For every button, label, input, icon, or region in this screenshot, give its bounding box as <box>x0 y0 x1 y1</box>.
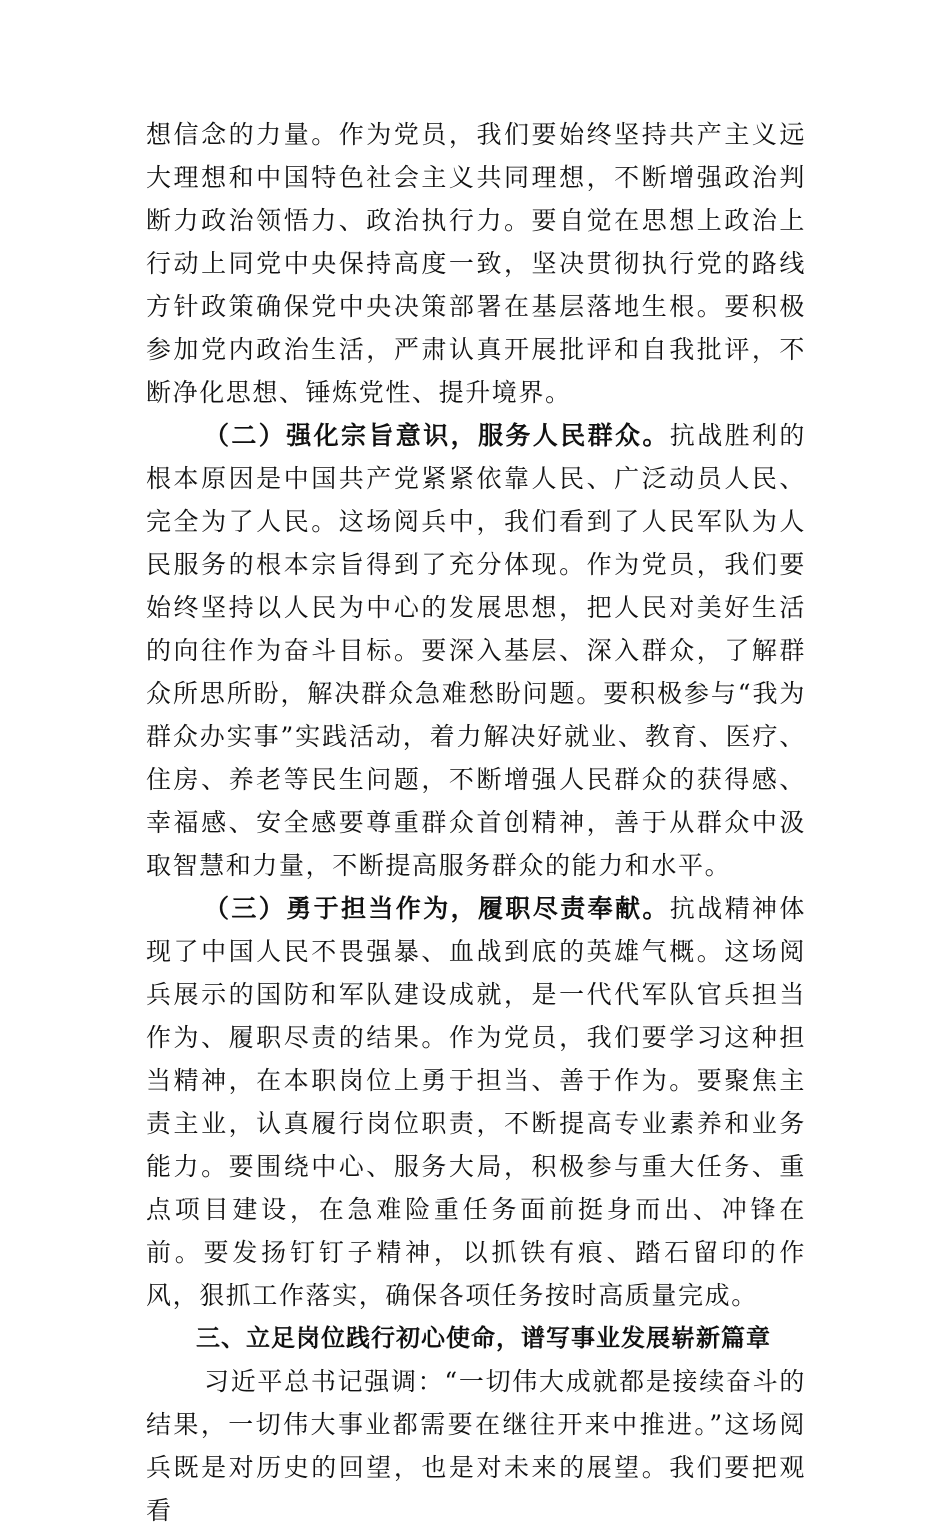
section-heading: 三、立足岗位践行初心使命，谱写事业发展崭新篇章 <box>196 1324 771 1352</box>
paragraph-text: 抗战精神体现了中国人民不畏强暴、血战到底的英雄气概。这场阅兵展示的国防和军队建设成就，是一代代军队官兵担当作为、履职尽责的结果。作为党员，我们要学习这种担当精神，在本职岗位上勇于担当、善于作为。要聚焦主责主业，认真履行岗位职责，不断提高专业素养和业务能力。要围绕中心、服务大局，积极参与重大任务、重点项目建设，在急难险重任务面前挺身而出、冲锋在前。要发扬钉钉子精神，以抓铁有痕、踏石留印的作风，狠抓工作落实，确保各项任务按时高质量完成。 <box>146 894 806 1310</box>
paragraph-text: 抗战胜利的根本原因是中国共产党紧紧依靠人民、广泛动员人民、完全为了人民。这场阅兵中，我们看到了人民军队为人民服务的根本宗旨得到了充分体现。作为党员，我们要始终坚持以人民为中心的发展思想，把人民对美好生活的向往作为奋斗目标。要深入基层、深入群众，了解群众所思所盼，解决群众急难愁盼问题。要积极参与“我为群众办实事”实践活动，着力解决好就业、教育、医疗、住房、养老等民生问题，不断增强人民群众的获得感、幸福感、安全感要尊重群众首创精神，善于从群众中汲取智慧和力量，不断提高服务群众的能力和水平。 <box>146 421 806 880</box>
document-body <box>146 113 806 1532</box>
paragraph-take-responsibility <box>146 887 806 1317</box>
paragraph-serve-people <box>146 414 806 887</box>
paragraph-text: 习近平总书记强调：“一切伟大成就都是接续奋斗的结果，一切伟大事业都需要在继往开来中推进。”这场阅兵既是对历史的回望，也是对未来的展望。我们要把观看 <box>146 1367 806 1525</box>
paragraph-text: 想信念的力量。作为党员，我们要始终坚持共产主义远大理想和中国特色社会主义共同理想，不断增强政治判断力政治领悟力、政治执行力。要自觉在思想上政治上行动上同党中央保持高度一致，坚决贯彻执行党的路线方针政策确保党中央决策部署在基层落地生根。要积极参加党内政治生活，严肃认真开展批评和自我批评，不断净化思想、锤炼党性、提升境界。 <box>146 120 806 407</box>
paragraph-continuation <box>146 113 806 414</box>
paragraph-lead-heading: （三）勇于担当作为，履职尽责奉献。 <box>204 894 670 923</box>
paragraph-lead-heading: （二）强化宗旨意识，服务人民群众。 <box>204 421 670 450</box>
paragraph-section-intro <box>146 1360 806 1532</box>
